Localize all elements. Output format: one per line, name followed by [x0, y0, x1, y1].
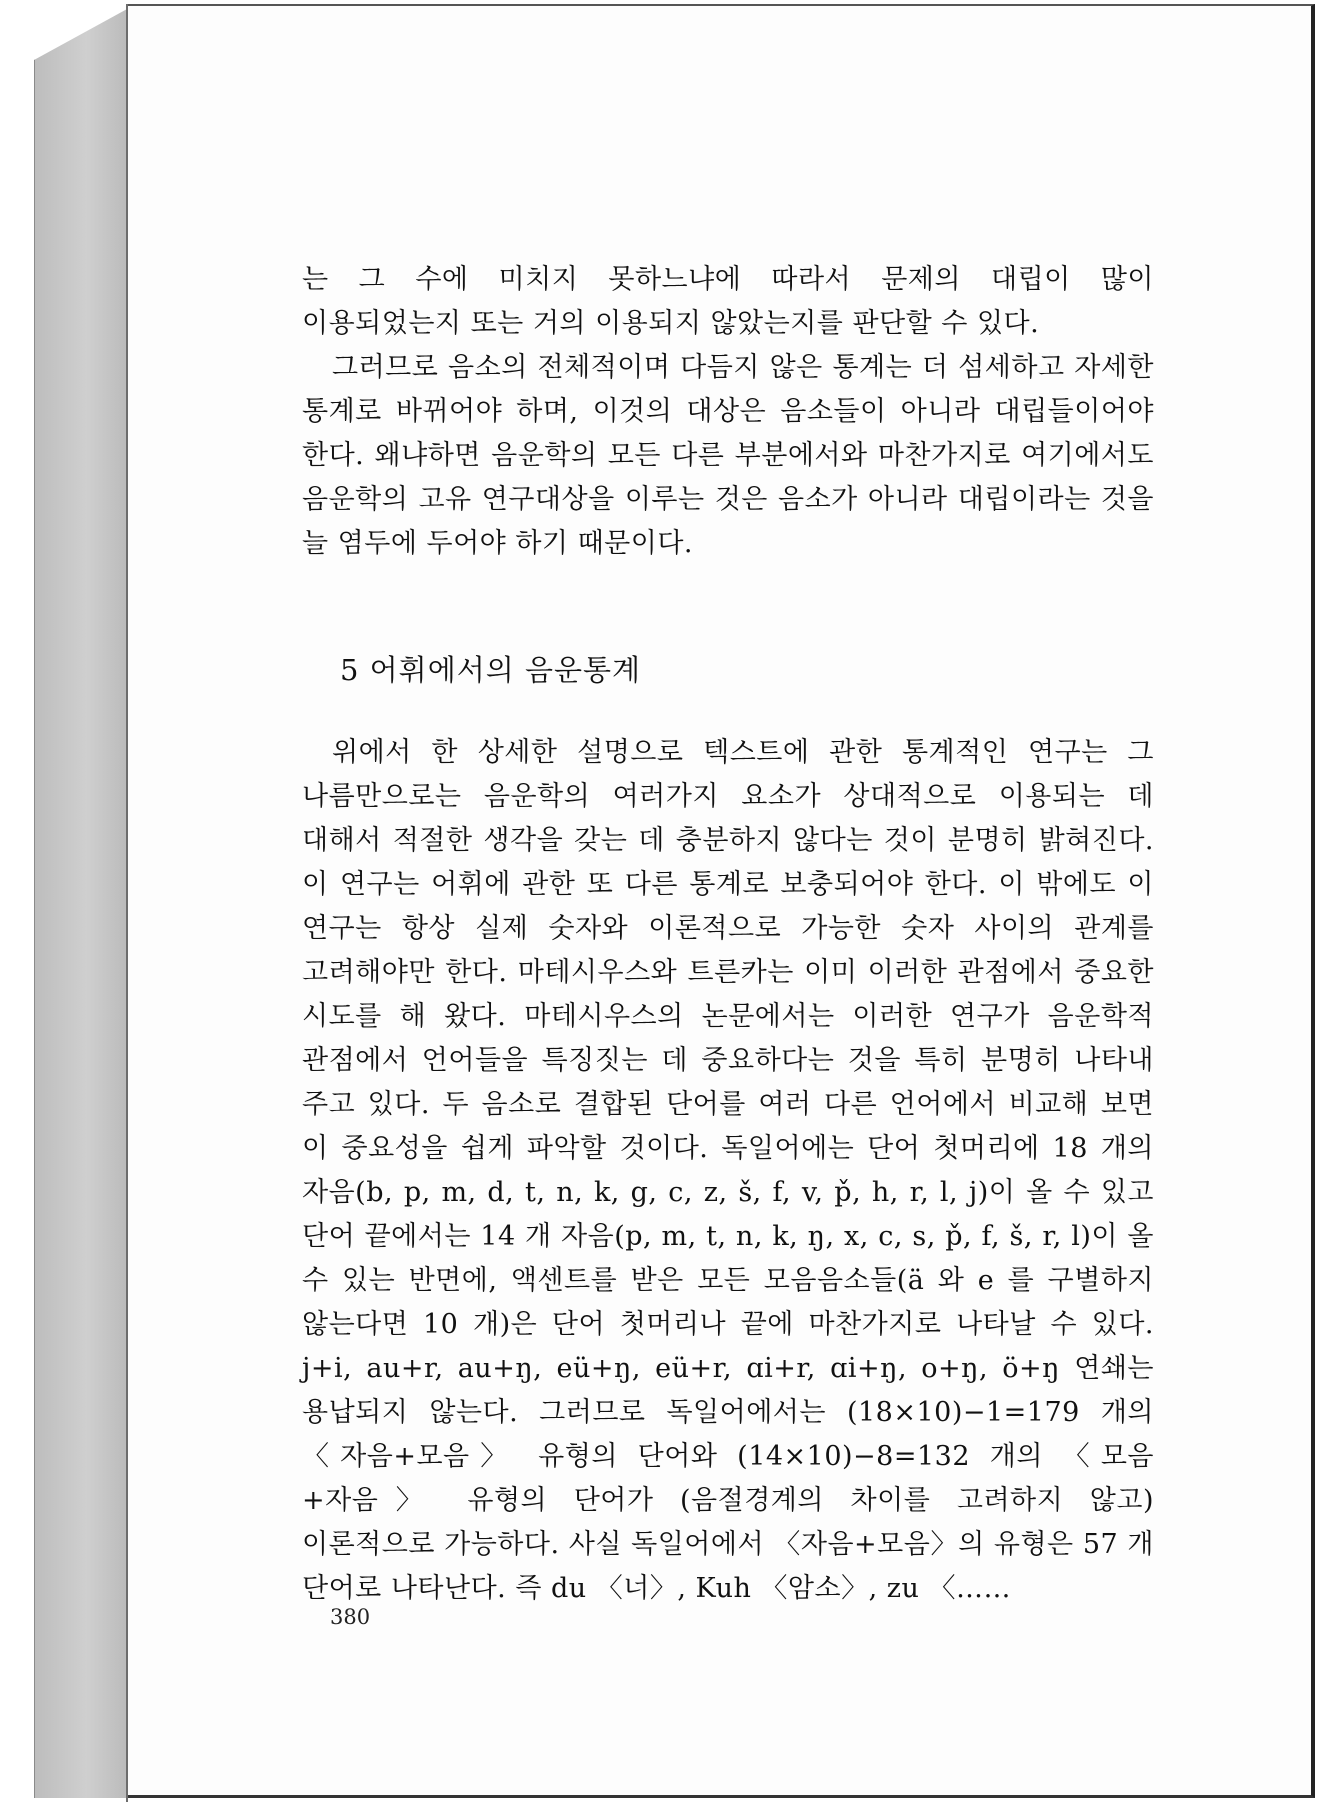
book-edge — [34, 8, 129, 1798]
text-block-main — [302, 731, 1154, 1611]
section-heading: 5 어휘에서의 음운통계 — [340, 653, 642, 687]
paragraph-2: 그러므로 음소의 전체적이며 다듬지 않은 통계는 더 섬세하고 자세한 통계로 바뀌어야 하며, 이것의 대상은 음소들이 아니라 대립들이어야 한다. 왜냐하면 음운학의 모든 다른 부분에서와 마찬가지로 여기에서도 음운학의 고유 연구대상을 이루는 것은 음소가 아니라 대립이라는 것을 늘 염두에 두어야 하기 때문이다. — [302, 352, 1154, 559]
paragraph-3: 위에서 한 상세한 설명으로 텍스트에 관한 통계적인 연구는 그 나름만으로는 음운학의 여러가지 요소가 상대적으로 이용되는 데 대해서 적절한 생각을 갖는 데 충분하지 않다는 것이 분명히 밝혀진다. 이 연구는 어휘에 관한 또 다른 통계로 보충되어야 한다. 이 밖에도 이 연구는 항상 실제 숫자와 이론적으로 가능한 숫자 사이의 관계를 고려해야만 한다. 마테시우스와 트른카는 이미 이러한 관점에서 중요한 시도를 해 왔다. 마테시우스의 논문에서는 이러한 연구가 음운학적 관점에서 언어들을 특징짓는 데 중요하다는 것을 특히 분명히 나타내 주고 있다. 두 음소로 결합된 단어를 여러 다른 언어에서 비교해 보면 이 중요성을 쉽게 파악할 것이다. 독일어에는 단어 첫머리에 18 개의 자음(b, p, m, d, t, n, k, g, c, z, š, f, v, p̌, h, r, l, j)이 올 수 있고 단어 끝에서는 14 개 자음(p, m, t, n, k, ŋ, x, c, s, p̌, f, š, r, l)이 올 수 있는 반면에, 액센트를 받은 모든 모음음소들(ä 와 e 를 구별하지 않는다면 10 개)은 단어 첫머리나 끝에 마찬가지로 나타날 수 있다. j+i, au+r, au+ŋ, eü+ŋ, eü+r, ɑi+r, ɑi+ŋ, o+ŋ, ö+ŋ 연쇄는 용납되지 않는다. 그러므로 독일어에서는 (18×10)−1=179 개의 〈자음+모음〉 유형의 단어와 (14×10)−8=132 개의 〈모음+자음〉 유형의 단어가 (음절경계의 차이를 고려하지 않고) 이론적으로 가능하다. 사실 독일어에서 〈자음+모음〉의 유형은 57 개 단어로 나타난다. 즉 du 〈너〉, Kuh 〈암소〉, zu 〈…… — [302, 737, 1154, 1604]
paragraph-continuation: 는 그 수에 미치지 못하느냐에 따라서 문제의 대립이 많이 이용되었는지 또는 거의 이용되지 않았는지를 판단할 수 있다. — [302, 264, 1154, 339]
page-number: 380 — [330, 1605, 371, 1629]
text-block-top — [302, 258, 1154, 566]
